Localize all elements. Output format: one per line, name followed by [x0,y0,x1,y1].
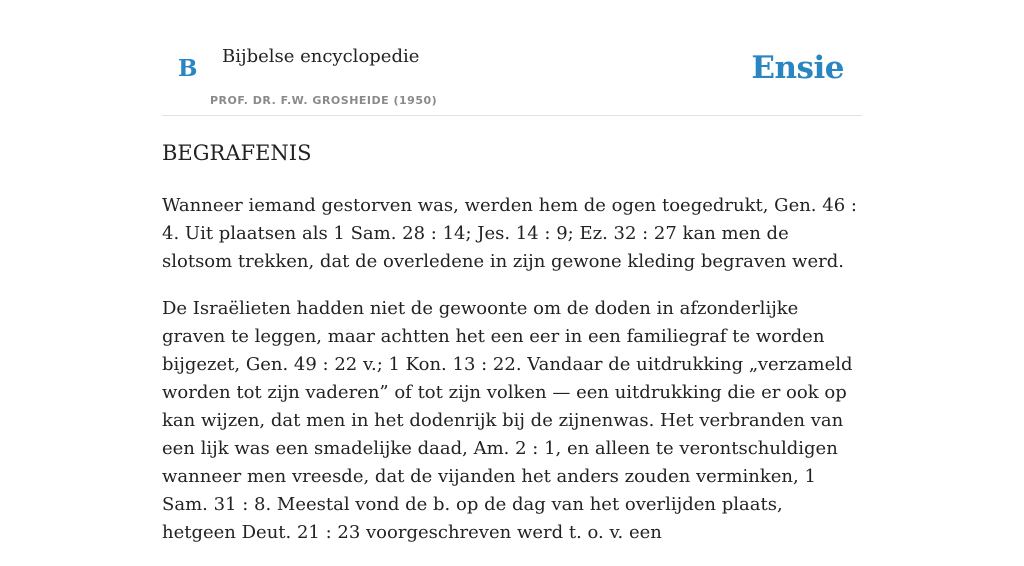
book-logo[interactable]: B [178,55,198,82]
entry-title: BEGRAFENIS [162,141,312,165]
header [162,0,862,116]
brand-logo[interactable]: Ensie [751,50,844,86]
entry-content [162,192,862,566]
paragraph: Wanneer iemand gestorven was, werden hem de ogen toegedrukt, Gen. 46 : 4. Uit plaatsen als 1 Sam. 28 : 14; Jes. 14 : 9; Ez. 32 : 27 kan men de slotsom trekken, dat de overledene in zijn gewone kleding begraven werd. [162,195,857,272]
paragraph: De Israëlieten hadden niet de gewoonte om de doden in afzonderlijke graven te leggen, maar achtten het een eer in een familiegraf te worden bijgezet, Gen. 49 : 22 v.; 1 Kon. 13 : 22. Vandaar de uitdrukking „verzameld worden tot zijn vaderen” of tot zijn volken — een uitdrukking die er ook op kan wijzen, dat men in het dodenrijk bij de zijnenwas. Het verbranden van een lijk was een smadelijke daad, Am. 2 : 1, en alleen te verontschuldigen wanneer men vreesde, dat de vijanden het anders zouden verminken, 1 Sam. 31 : 8. Meestal vond de b. op de dag van het overlijden plaats, hetgeen Deut. 21 : 23 voorgeschreven werd t. o. v. een [162,298,853,543]
author-line: PROF. DR. F.W. GROSHEIDE (1950) [210,94,438,107]
page [162,0,862,543]
book-title[interactable]: Bijbelse encyclopedie [222,46,420,67]
